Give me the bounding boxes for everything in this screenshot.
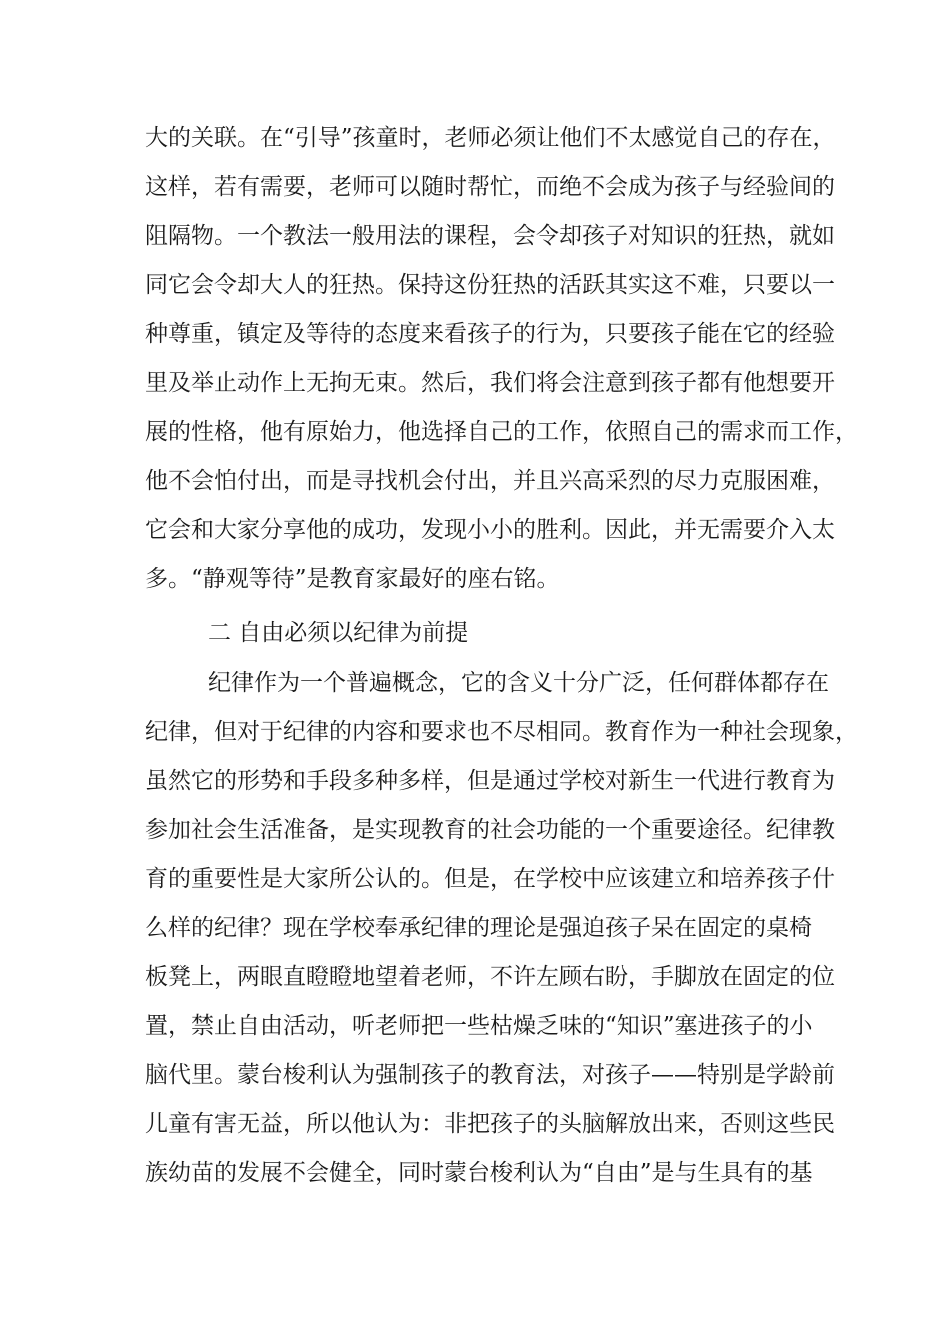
- paragraph-line: 多。“静观等待”是教育家最好的座右铭。: [145, 566, 560, 592]
- paragraph-line: 置，禁止自由活动，听老师把一些枯燥乏味的“知识”塞进孩子的小: [145, 1013, 813, 1039]
- paragraph-line: 族幼苗的发展不会健全，同时蒙台梭利认为“自由”是与生具有的基: [145, 1160, 813, 1186]
- paragraph-line: 展的性格，他有原始力，他选择自己的工作，依照自己的需求而工作，: [145, 419, 858, 445]
- paragraph-line: 种尊重，镇定及等待的态度来看孩子的行为，只要孩子能在它的经验: [145, 321, 835, 347]
- paragraph-line: 大的关联。在“引导”孩童时，老师必须让他们不太感觉自己的存在，: [145, 125, 836, 151]
- paragraph-line: 纪律，但对于纪律的内容和要求也不尽相同。教育作为一种社会现象，: [145, 719, 858, 745]
- paragraph-line: 它会和大家分享他的成功，发现小小的胜利。因此，并无需要介入太: [145, 517, 835, 543]
- paragraph-line: 儿童有害无益，所以他认为：非把孩子的头脑解放出来，否则这些民: [145, 1111, 835, 1137]
- section-heading: 二 自由必须以纪律为前提: [208, 620, 469, 646]
- paragraph-line: 参加社会生活准备，是实现教育的社会功能的一个重要途径。纪律教: [145, 817, 835, 843]
- paragraph-line: 他不会怕付出，而是寻找机会付出，并且兴高采烈的尽力克服困难，: [145, 468, 835, 494]
- paragraph-line: 这样，若有需要，老师可以随时帮忙，而绝不会成为孩子与经验间的: [145, 174, 835, 200]
- paragraph-line: 同它会令却大人的狂热。保持这份狂热的活跃其实这不难，只要以一: [145, 272, 835, 298]
- paragraph-line: 板凳上，两眼直瞪瞪地望着老师，不许左顾右盼，手脚放在固定的位: [145, 964, 835, 990]
- paragraph-line: 阻隔物。一个教法一般用法的课程，会令却孩子对知识的狂热，就如: [145, 223, 835, 249]
- paragraph-line: 么样的纪律？现在学校奉承纪律的理论是强迫孩子呆在固定的桌椅: [145, 915, 812, 941]
- paragraph-line: 虽然它的形势和手段多种多样，但是通过学校对新生一代进行教育为: [145, 768, 835, 794]
- paragraph-line: 纪律作为一个普遍概念，它的含义十分广泛，任何群体都存在: [208, 670, 829, 696]
- paragraph-line: 里及举止动作上无拘无束。然后，我们将会注意到孩子都有他想要开: [145, 370, 835, 396]
- paragraph-line: 育的重要性是大家所公认的。但是，在学校中应该建立和培养孩子什: [145, 866, 835, 892]
- paragraph-line: 脑代里。蒙台梭利认为强制孩子的教育法，对孩子——特别是学龄前: [145, 1062, 835, 1088]
